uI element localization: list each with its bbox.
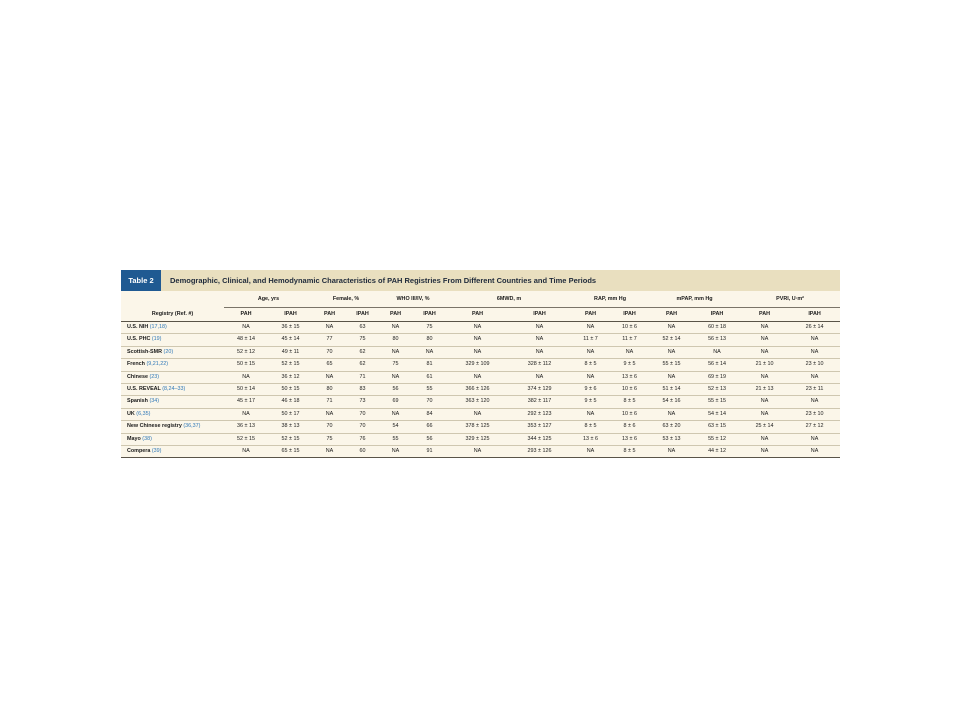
value-cell: 70 [313,346,346,358]
value-cell: 50 ± 15 [224,359,268,371]
value-cell: 51 ± 14 [649,384,694,396]
value-cell: NA [447,371,508,383]
value-cell: 8 ± 5 [571,359,610,371]
value-cell: 80 [412,334,447,346]
value-cell: NA [379,408,412,420]
value-cell: 62 [346,359,379,371]
value-cell: NA [508,346,571,358]
sub-header-ipah: IPAH [610,308,649,322]
value-cell: 13 ± 6 [610,433,649,445]
value-cell: 49 ± 11 [268,346,313,358]
value-cell: 70 [346,421,379,433]
table-row [121,346,840,358]
value-cell: 55 ± 15 [649,359,694,371]
table-row [121,433,840,445]
table-body [121,322,840,458]
value-cell: NA [571,346,610,358]
registry-ref-link[interactable]: (23) [149,373,160,380]
value-cell: 71 [346,371,379,383]
value-cell: NA [447,346,508,358]
sub-header-ipah: IPAH [412,308,447,322]
value-cell: NA [412,346,447,358]
value-cell: 9 ± 6 [571,384,610,396]
value-cell: NA [789,371,840,383]
sub-header-pah: PAH [379,308,412,322]
value-cell: 382 ± 117 [508,396,571,408]
table-row [121,384,840,396]
value-cell: NA [313,446,346,458]
value-cell: 70 [313,421,346,433]
registry-cell [121,446,224,458]
value-cell: 50 ± 17 [268,408,313,420]
registry-table-figure [121,270,840,458]
value-cell: 378 ± 125 [447,421,508,433]
value-cell: 52 ± 15 [224,433,268,445]
value-cell: 50 ± 15 [268,384,313,396]
value-cell: NA [224,371,268,383]
table-row [121,322,840,334]
value-cell: 56 ± 13 [694,334,740,346]
value-cell: 61 [412,371,447,383]
value-cell: 55 [412,384,447,396]
value-cell: 56 ± 14 [694,359,740,371]
value-cell: 46 ± 18 [268,396,313,408]
value-cell: 52 ± 12 [224,346,268,358]
value-cell: NA [224,408,268,420]
value-cell: 54 ± 14 [694,408,740,420]
value-cell: 8 ± 5 [610,446,649,458]
registry-cell [121,421,224,433]
value-cell: 80 [313,384,346,396]
value-cell: 8 ± 5 [610,396,649,408]
value-cell: 91 [412,446,447,458]
value-cell: NA [313,322,346,334]
value-cell: 13 ± 6 [571,433,610,445]
sub-header-row [121,308,840,322]
value-cell: 36 ± 15 [268,322,313,334]
value-cell: 69 ± 19 [694,371,740,383]
value-cell: NA [571,408,610,420]
value-cell: 36 ± 13 [224,421,268,433]
value-cell: 54 [379,421,412,433]
registry-cell [121,396,224,408]
value-cell: 11 ± 7 [571,334,610,346]
registry-ref-link[interactable]: (34) [149,398,160,405]
value-cell: 66 [412,421,447,433]
value-cell: 77 [313,334,346,346]
table-row [121,359,840,371]
value-cell: 27 ± 12 [789,421,840,433]
value-cell: 63 [346,322,379,334]
value-cell: 70 [346,408,379,420]
value-cell: NA [379,446,412,458]
value-cell: 69 [379,396,412,408]
group-header-row [121,291,840,308]
value-cell: NA [740,433,789,445]
value-cell: NA [789,346,840,358]
value-cell: NA [224,322,268,334]
value-cell: 293 ± 126 [508,446,571,458]
value-cell: 366 ± 126 [447,384,508,396]
value-cell: 76 [346,433,379,445]
value-cell: 80 [379,334,412,346]
value-cell: NA [224,446,268,458]
registry-name: U.S. REVEAL [127,386,161,393]
registry-cell [121,371,224,383]
value-cell: 8 ± 6 [610,421,649,433]
registry-name: Spanish [127,398,148,405]
registry-cell [121,408,224,420]
value-cell: 363 ± 120 [447,396,508,408]
value-cell: 26 ± 14 [789,322,840,334]
table-row [121,421,840,433]
value-cell: 36 ± 12 [268,371,313,383]
group-header-pvri: PVRI, U·m² [740,291,840,308]
value-cell: 63 ± 15 [694,421,740,433]
value-cell: NA [740,346,789,358]
registry-ref-link[interactable]: (38) [142,435,152,442]
table-row [121,408,840,420]
value-cell: 50 ± 14 [224,384,268,396]
value-cell: NA [571,322,610,334]
registry-header: Registry (Ref. #) [121,308,224,322]
value-cell: NA [508,322,571,334]
value-cell: NA [610,346,649,358]
value-cell: NA [740,396,789,408]
registry-name: New Chinese registry [127,423,182,430]
registry-name: French [127,361,145,368]
value-cell: 55 [379,433,412,445]
registry-header-spacer [121,291,224,308]
sub-header-ipah: IPAH [268,308,313,322]
value-cell: NA [571,371,610,383]
sub-header-pah: PAH [224,308,268,322]
value-cell: NA [379,371,412,383]
value-cell: NA [649,346,694,358]
registry-cell [121,346,224,358]
value-cell: 344 ± 125 [508,433,571,445]
value-cell: 75 [346,334,379,346]
value-cell: 62 [346,346,379,358]
value-cell: 21 ± 13 [740,384,789,396]
value-cell: 52 ± 14 [649,334,694,346]
value-cell: 65 [313,359,346,371]
value-cell: NA [379,346,412,358]
value-cell: NA [649,371,694,383]
value-cell: 48 ± 14 [224,334,268,346]
value-cell: 9 ± 5 [571,396,610,408]
value-cell: 60 ± 18 [694,322,740,334]
value-cell: 10 ± 6 [610,384,649,396]
value-cell: NA [379,322,412,334]
group-header-who: WHO III/IV, % [379,291,447,308]
value-cell: NA [447,446,508,458]
sub-header-pah: PAH [313,308,346,322]
value-cell: NA [313,371,346,383]
value-cell: NA [789,396,840,408]
registry-cell [121,359,224,371]
registry-name: U.S. NIH [127,324,149,330]
registry-ref-link[interactable]: (8,24–33) [162,386,186,393]
registry-cell [121,384,224,396]
value-cell: 353 ± 127 [508,421,571,433]
value-cell: 329 ± 125 [447,433,508,445]
value-cell: 329 ± 109 [447,359,508,371]
value-cell: NA [447,334,508,346]
value-cell: NA [508,371,571,383]
value-cell: 11 ± 7 [610,334,649,346]
registry-ref-link[interactable]: (19) [151,336,162,343]
sub-header-pah: PAH [649,308,694,322]
value-cell: 75 [313,433,346,445]
registry-cell [121,334,224,346]
value-cell: 71 [313,396,346,408]
value-cell: 8 ± 5 [571,421,610,433]
value-cell: 45 ± 17 [224,396,268,408]
value-cell: 23 ± 11 [789,384,840,396]
value-cell: 328 ± 112 [508,359,571,371]
value-cell: NA [694,346,740,358]
sub-header-pah: PAH [740,308,789,322]
table-row [121,396,840,408]
value-cell: 56 [379,384,412,396]
registry-ref-link[interactable]: (20) [163,348,174,355]
registry-ref-link[interactable]: (39) [151,448,162,455]
sub-header-pah: PAH [571,308,610,322]
value-cell: 75 [379,359,412,371]
value-cell: 70 [412,396,447,408]
value-cell: NA [571,446,610,458]
value-cell: 65 ± 15 [268,446,313,458]
group-header-female: Female, % [313,291,379,308]
value-cell: 45 ± 14 [268,334,313,346]
value-cell: 21 ± 10 [740,359,789,371]
value-cell: 81 [412,359,447,371]
group-header-age: Age, yrs [224,291,313,308]
group-header-rap: RAP, mm Hg [571,291,649,308]
value-cell: NA [789,334,840,346]
value-cell: 38 ± 13 [268,421,313,433]
value-cell: 55 ± 12 [694,433,740,445]
value-cell: 52 ± 13 [694,384,740,396]
value-cell: 60 [346,446,379,458]
value-cell: 25 ± 14 [740,421,789,433]
sub-header-ipah: IPAH [346,308,379,322]
value-cell: 292 ± 123 [508,408,571,420]
value-cell: NA [508,334,571,346]
group-header-mpap: mPAP, mm Hg [649,291,740,308]
value-cell: 10 ± 6 [610,408,649,420]
value-cell: NA [649,408,694,420]
value-cell: NA [789,433,840,445]
registry-ref-link[interactable]: (6,35) [136,410,151,417]
value-cell: NA [740,408,789,420]
value-cell: NA [740,371,789,383]
registry-name: Mayo [127,435,141,442]
value-cell: NA [447,408,508,420]
value-cell: 23 ± 10 [789,408,840,420]
table-row [121,334,840,346]
value-cell: 23 ± 10 [789,359,840,371]
value-cell: 52 ± 15 [268,433,313,445]
registry-ref-link[interactable]: (17,18) [149,324,167,330]
table-label: Table 2 [121,270,161,291]
sub-header-ipah: IPAH [508,308,571,322]
group-header-6mwd: 6MWD, m [447,291,571,308]
value-cell: 44 ± 12 [694,446,740,458]
table-title-bar [121,270,840,291]
value-cell: 52 ± 15 [268,359,313,371]
table-row [121,446,840,458]
sub-header-pah: PAH [447,308,508,322]
value-cell: NA [789,446,840,458]
value-cell: 53 ± 13 [649,433,694,445]
registry-ref-link[interactable]: (9,21,22) [146,361,169,368]
value-cell: 75 [412,322,447,334]
value-cell: NA [649,322,694,334]
value-cell: NA [740,334,789,346]
value-cell: NA [313,408,346,420]
value-cell: 13 ± 6 [610,371,649,383]
sub-header-ipah: IPAH [789,308,840,322]
value-cell: NA [649,446,694,458]
registry-name: U.S. PHC [127,336,151,343]
value-cell: 56 [412,433,447,445]
table-row [121,371,840,383]
table-title: Demographic, Clinical, and Hemodynamic Characteristics of PAH Registries From Different Countries and Time Periods [170,276,597,285]
registry-name: Compera [127,448,151,455]
value-cell: 73 [346,396,379,408]
value-cell: 54 ± 16 [649,396,694,408]
value-cell: NA [740,446,789,458]
value-cell: 374 ± 129 [508,384,571,396]
registry-ref-link[interactable]: (36,37) [183,423,201,430]
value-cell: 84 [412,408,447,420]
value-cell: NA [447,322,508,334]
registry-table [121,291,840,458]
registry-name: UK [127,410,135,417]
value-cell: NA [740,322,789,334]
value-cell: 55 ± 15 [694,396,740,408]
sub-header-ipah: IPAH [694,308,740,322]
registry-name: Chinese [127,373,148,380]
registry-cell [121,433,224,445]
value-cell: 10 ± 6 [610,322,649,334]
value-cell: 9 ± 5 [610,359,649,371]
registry-cell [121,322,224,334]
value-cell: 63 ± 20 [649,421,694,433]
value-cell: 83 [346,384,379,396]
registry-name: Scottish-SMR [127,348,163,355]
